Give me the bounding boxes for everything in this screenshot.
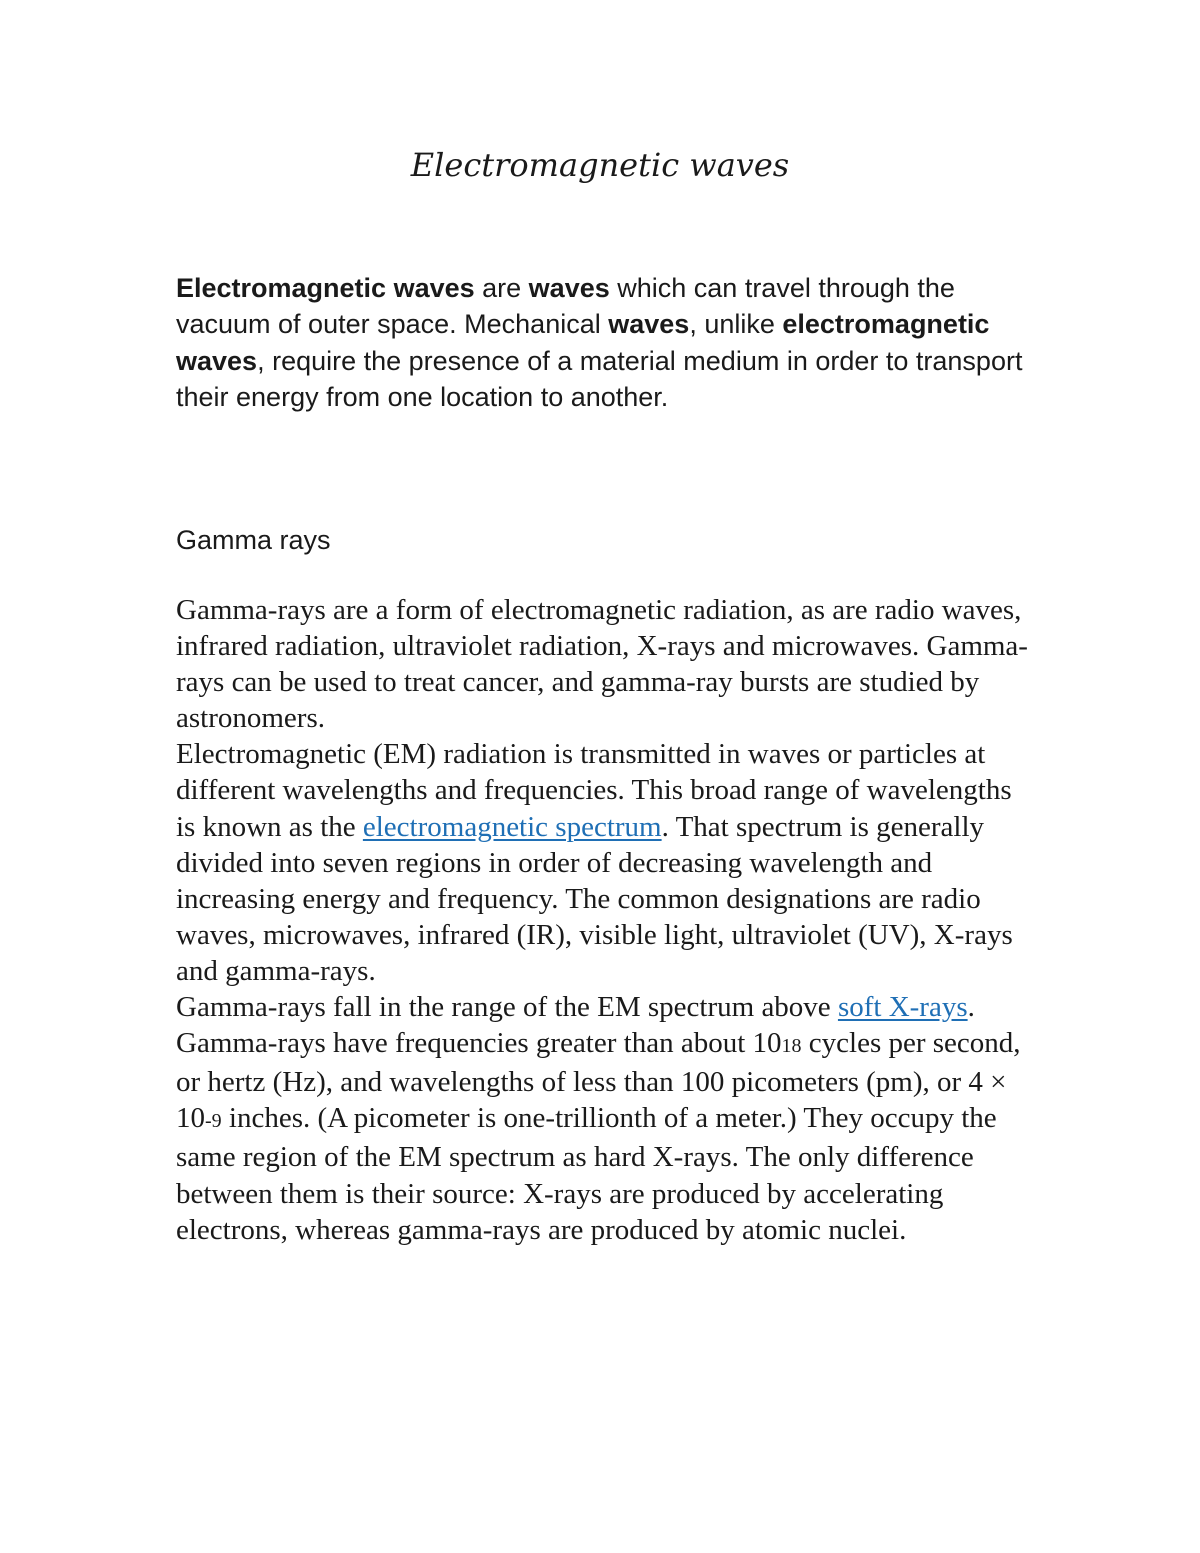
intro-bold-term: electromagnetic waves <box>176 309 990 376</box>
paragraph-gamma-range <box>176 989 1036 1248</box>
electromagnetic-spectrum-link[interactable]: electromagnetic spectrum <box>362 810 662 843</box>
intro-text: , unlike <box>689 309 783 340</box>
frequency-exponent: 18 <box>781 1035 802 1058</box>
intro-paragraph <box>176 270 1036 416</box>
intro-bold-term: waves <box>608 309 690 340</box>
wavelength-exponent: -9 <box>205 1110 222 1133</box>
intro-bold-term: waves <box>528 273 610 303</box>
paragraph-em-spectrum <box>176 736 1036 989</box>
paragraph-text: cycles per second, or hertz (Hz), and wavelengths of less than 100 picometers (pm), or 4 × 10 <box>176 1027 1021 1135</box>
paragraph-text: Gamma-rays fall in the range of the EM spectrum above <box>176 991 838 1024</box>
intro-text: are <box>474 273 529 303</box>
intro-text: , require the presence of a material medium in order to transport their energy from one location to another. <box>176 345 1023 413</box>
paragraph-text: . That spectrum is generally divided into seven regions in order of decreasing wavelength and increasing energy and frequency. The common designations are radio waves, microwaves, infrared (IR), visible light, ultraviolet (UV), X-rays and gamma-rays. <box>176 810 1013 987</box>
section-heading-gamma-rays: Gamma rays <box>176 525 331 555</box>
document-title: Electromagnetic waves <box>410 146 790 184</box>
intro-text: which can travel through the vacuum of outer space. Mechanical <box>176 273 955 340</box>
gamma-rays-body <box>176 592 1036 1248</box>
intro-bold-term: Electromagnetic waves <box>176 273 475 303</box>
paragraph-text: Electromagnetic (EM) radiation is transmitted in waves or particles at different wavelengths and frequencies. This broad range of wavelengths is known as the <box>176 738 1012 843</box>
paragraph-text: . Gamma-rays have frequencies greater than about 10 <box>176 991 975 1060</box>
paragraph-text: inches. (A picometer is one-trillionth of a meter.) They occupy the same region of the EM spectrum as hard X-rays. The only difference between them is their source: X-rays are produced by accelerating electrons, whereas gamma-rays are produced by atomic nuclei. <box>176 1102 997 1246</box>
paragraph-gamma-overview: Gamma-rays are a form of electromagnetic radiation, as are radio waves, infrared radiation, ultraviolet radiation, X-rays and microwaves. Gamma-rays can be used to treat cancer, and gamma-ray bursts are studied by astronomers. <box>176 594 1028 735</box>
soft-x-rays-link[interactable]: soft X-rays <box>837 991 968 1024</box>
